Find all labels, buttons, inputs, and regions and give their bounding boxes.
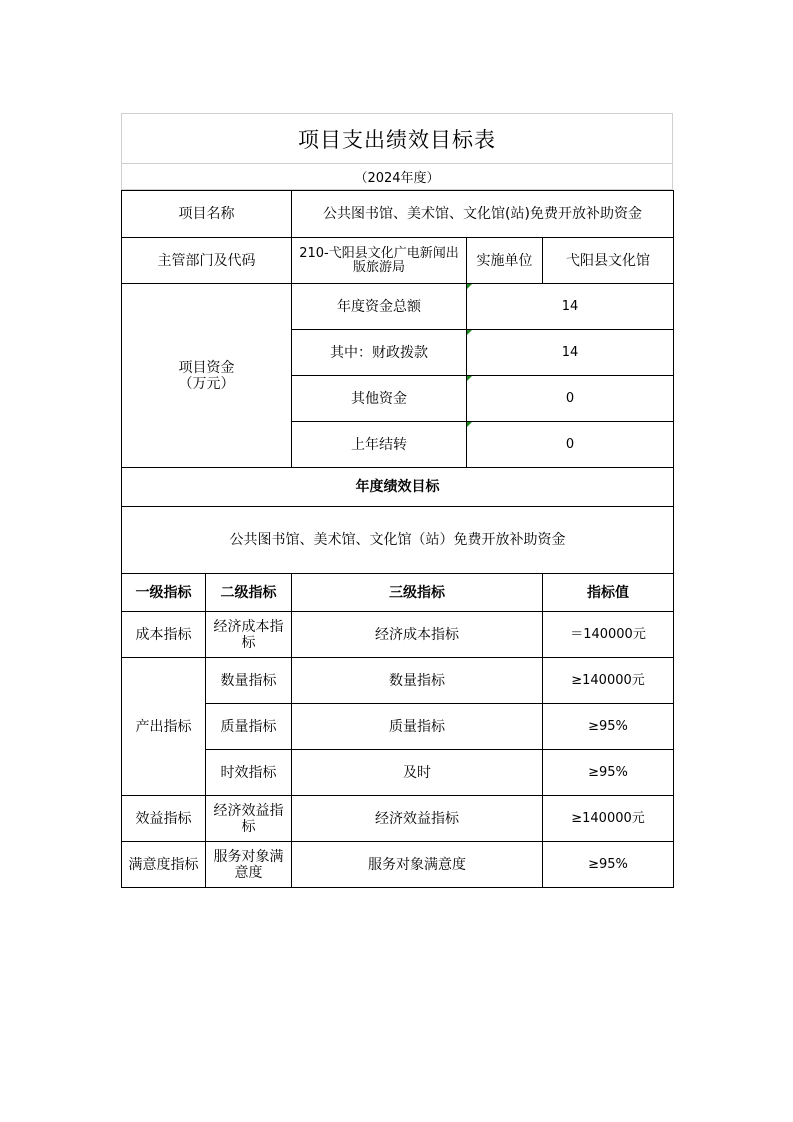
funds-fiscal-value-text: 14 [561, 344, 579, 360]
level1-cell: 成本指标 [122, 612, 206, 658]
goal-text: 公共图书馆、美术馆、文化馆（站）免费开放补助资金 [122, 507, 674, 574]
level3-cell: 质量指标 [292, 704, 543, 750]
level3-cell: 数量指标 [292, 658, 543, 704]
level3-cell: 服务对象满意度 [292, 842, 543, 888]
funds-total-label: 年度资金总额 [292, 284, 467, 330]
header-level3: 三级指标 [292, 574, 543, 612]
value-cell: ≥140000元 [543, 658, 674, 704]
funds-row [122, 284, 674, 330]
department-value: 210-弋阳县文化广电新闻出版旅游局 [292, 238, 467, 284]
performance-table [121, 190, 674, 888]
comment-marker [467, 330, 472, 335]
funds-other-value [467, 376, 674, 422]
project-name-value: 公共图书馆、美术馆、文化馆(站)免费开放补助资金 [292, 191, 674, 238]
goal-header-row [122, 468, 674, 507]
indicator-row [122, 658, 674, 704]
goal-header: 年度绩效目标 [122, 468, 674, 507]
funds-carryover-label: 上年结转 [292, 422, 467, 468]
funds-other-label: 其他资金 [292, 376, 467, 422]
value-cell: ≥95% [543, 750, 674, 796]
funds-fiscal-label: 其中：财政拨款 [292, 330, 467, 376]
value-cell: ＝140000元 [543, 612, 674, 658]
level2-cell: 经济成本指标 [206, 612, 292, 658]
project-name-row [122, 191, 674, 238]
implementing-unit-value: 弋阳县文化馆 [543, 238, 674, 284]
level2-cell: 质量指标 [206, 704, 292, 750]
header-level1: 一级指标 [122, 574, 206, 612]
funds-fiscal-value [467, 330, 674, 376]
indicator-row [122, 796, 674, 842]
value-cell: ≥140000元 [543, 796, 674, 842]
funds-total-value [467, 284, 674, 330]
department-row [122, 238, 674, 284]
sheet-year: （2024年度） [121, 163, 673, 190]
sheet-title: 项目支出绩效目标表 [121, 113, 673, 163]
implementing-unit-label: 实施单位 [467, 238, 543, 284]
value-cell: ≥95% [543, 842, 674, 888]
funds-label-text: 项目资金（万元） [178, 359, 235, 392]
funds-total-value-text: 14 [561, 298, 579, 314]
comment-marker [467, 422, 472, 427]
funds-label [122, 284, 292, 468]
level1-cell: 产出指标 [122, 658, 206, 796]
level1-cell: 满意度指标 [122, 842, 206, 888]
performance-target-sheet [121, 113, 673, 888]
value-cell: ≥95% [543, 704, 674, 750]
funds-other-value-text: 0 [565, 390, 575, 406]
level2-cell: 数量指标 [206, 658, 292, 704]
level2-cell: 服务对象满意度 [206, 842, 292, 888]
level3-cell: 及时 [292, 750, 543, 796]
header-level2: 二级指标 [206, 574, 292, 612]
project-name-label: 项目名称 [122, 191, 292, 238]
indicator-header-row [122, 574, 674, 612]
comment-marker [467, 376, 472, 381]
goal-text-row [122, 507, 674, 574]
comment-marker [467, 284, 472, 289]
funds-carryover-value [467, 422, 674, 468]
indicator-row [122, 842, 674, 888]
level2-cell: 时效指标 [206, 750, 292, 796]
funds-carryover-value-text: 0 [565, 436, 575, 452]
level2-cell: 经济效益指标 [206, 796, 292, 842]
indicator-row [122, 612, 674, 658]
level1-cell: 效益指标 [122, 796, 206, 842]
department-label: 主管部门及代码 [122, 238, 292, 284]
level3-cell: 经济成本指标 [292, 612, 543, 658]
header-value: 指标值 [543, 574, 674, 612]
level3-cell: 经济效益指标 [292, 796, 543, 842]
